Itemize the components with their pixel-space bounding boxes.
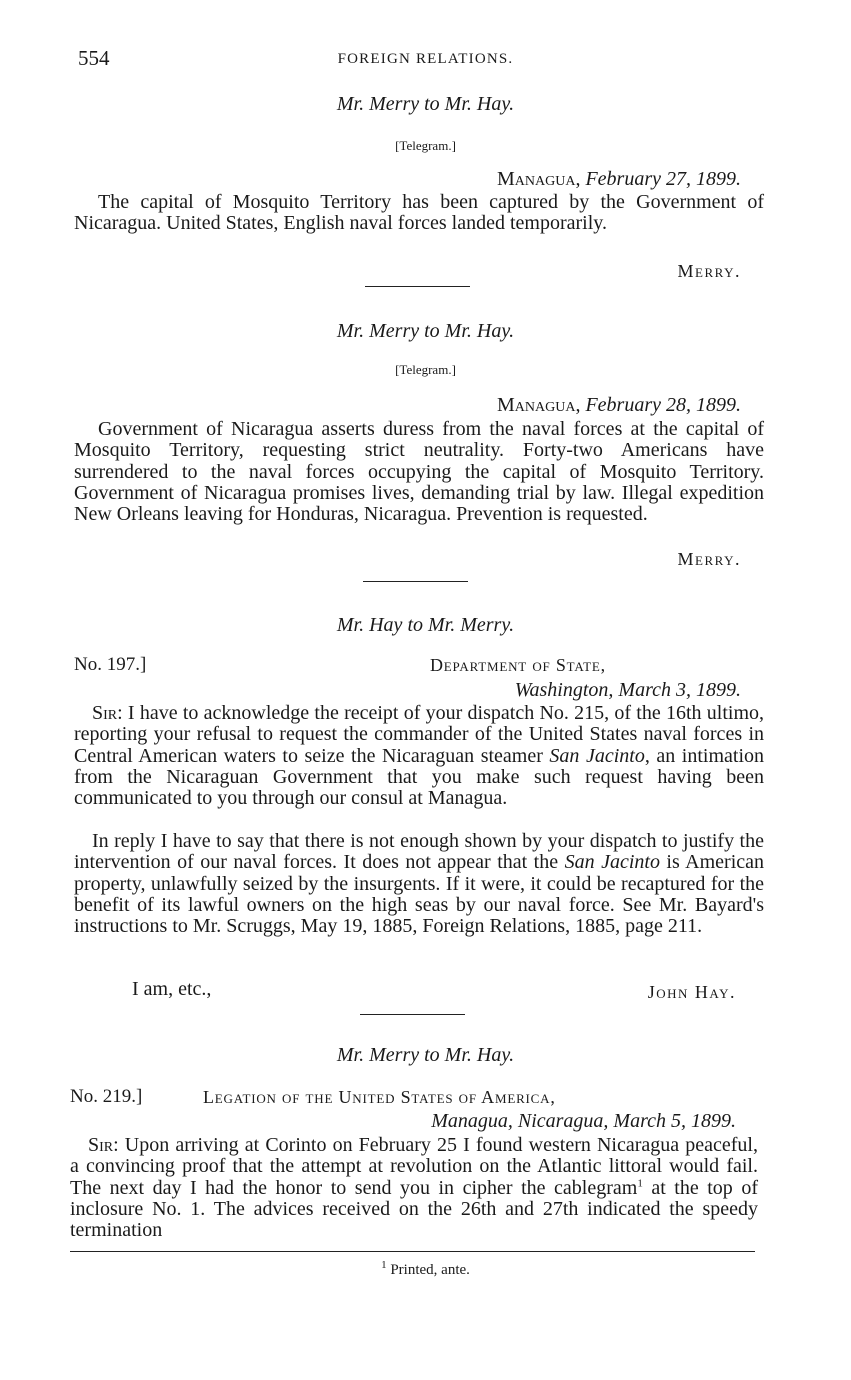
doc1-dateline — [497, 168, 741, 191]
doc3-salutation: Sir: — [92, 702, 123, 724]
doc3-number: No. 197.] — [74, 654, 147, 675]
doc4-paragraph — [70, 1135, 758, 1241]
doc4-text: at the top of inclosure No. 1. The advices received on the 26th and 27th indicated the speedy termination — [70, 1176, 758, 1242]
doc1-date: February 27, 1899. — [585, 168, 741, 190]
doc3-text: , an intimation from the Nicaraguan Government that you make such request having been communicated to you through our consul at Managua. — [74, 744, 764, 810]
doc1-body: The capital of Mosquito Territory has been captured by the Government of Nicaragua. United States, English naval forces landed temporarily. — [74, 191, 764, 235]
footnote-text: Printed, ante. — [386, 1262, 470, 1278]
running-head: FOREIGN RELATIONS. — [337, 51, 514, 67]
ship-name: San Jacinto — [549, 744, 645, 767]
doc3-text: is American property, unlawfully seized by the insurgents. If it were, it could be recaptured for the benefit of its lawful owners on the high seas by our naval force. See Mr. Bayard's instructions to Mr. Scruggs, May 19, 1885, Foreign Relations, 1885, page 211. — [74, 851, 765, 938]
doc3-text: In reply I have to say that there is not enough shown by your dispatch to justify the intervention of our naval forces. It does not appear that the — [74, 830, 764, 874]
section-divider — [363, 581, 468, 582]
doc4-date: Managua, Nicaragua, March 5, 1899. — [431, 1110, 736, 1132]
footnote — [0, 1259, 851, 1279]
doc2-body: Government of Nicaragua asserts duress from the naval forces at the capital of Mosquito Territory, requesting strict neutrality. Forty-two Americans have surrendered to the naval forces occupying the capital of Mosquito Territory. Government of Nicaragua promises lives, demanding trial by law. Illegal expedition New Orleans leaving for Honduras, Nicaragua. Prevention is requested. — [74, 418, 764, 526]
doc1-place: Managua, — [497, 168, 581, 190]
doc2-dateline — [497, 394, 741, 417]
doc3-dateline — [515, 679, 741, 702]
doc1-signature: Merry. — [677, 261, 741, 281]
doc2-signature: Merry. — [677, 549, 741, 569]
doc2-date: February 28, 1899. — [585, 394, 741, 416]
doc3-paragraph-1 — [74, 703, 764, 809]
doc3-heading: Mr. Hay to Mr. Merry. — [336, 614, 515, 636]
doc2-heading: Mr. Merry to Mr. Hay. — [336, 320, 515, 342]
doc4-heading: Mr. Merry to Mr. Hay. — [336, 1044, 515, 1066]
doc4-number: No. 219.] — [70, 1086, 143, 1107]
footnote-mark: 1 — [637, 1176, 643, 1189]
doc2-telegram-label: [Telegram.] — [395, 362, 456, 377]
doc2-place: Managua, — [497, 394, 581, 416]
doc4-salutation: Sir: — [88, 1134, 119, 1156]
section-divider — [365, 286, 470, 287]
doc3-paragraph-2 — [74, 831, 764, 937]
doc1-telegram-label: [Telegram.] — [395, 138, 456, 153]
doc3-closing: I am, etc., — [132, 978, 212, 1000]
doc3-text: I have to acknowledge the receipt of your dispatch No. 215, of the 16th ultimo, reporting your refusal to request the commander of the United States naval forces in Central American waters to seize the Nicaraguan steamer — [74, 702, 764, 767]
doc4-text: Upon arriving at Corinto on February 25 I found western Nicaragua peaceful, a convincing proof that the attempt at revolution on the Atlantic littoral would fail. The next day I had the honor to send you in cipher the cablegram — [70, 1134, 758, 1199]
ship-name: San Jacinto — [564, 851, 660, 874]
doc3-signature: John Hay. — [647, 982, 736, 1002]
doc3-office: Department of State, — [430, 655, 606, 675]
section-divider — [360, 1014, 465, 1015]
footnote-mark: 1 — [381, 1259, 387, 1271]
doc4-office: Legation of the United States of America, — [203, 1087, 556, 1107]
doc4-dateline — [431, 1110, 736, 1133]
footnote-divider — [70, 1251, 755, 1252]
doc3-date: Washington, March 3, 1899. — [514, 679, 741, 701]
page-number: 554 — [78, 46, 110, 70]
doc1-heading: Mr. Merry to Mr. Hay. — [336, 93, 515, 115]
